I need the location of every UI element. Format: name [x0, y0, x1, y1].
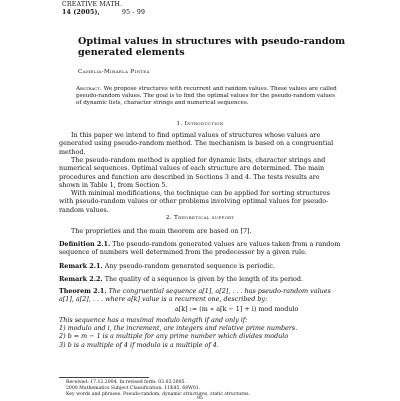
definition-label: Definition 2.1. [59, 240, 111, 248]
theorem-label: Theorem 2.1. [59, 287, 107, 295]
theorem-condition-1: 1) modulo and i, the increment, are integers and relative prime numbers. [59, 324, 298, 333]
journal-header [62, 1, 145, 16]
journal-name: CREATIVE MATH. [62, 1, 123, 8]
section-heading-theoretical-support: 2. Theoretical support [165, 215, 235, 221]
remark-1-label: Remark 2.1. [59, 262, 103, 270]
theorem-condition-intro: This sequence has a maximal modulo length if and only if: [59, 316, 248, 324]
theorem-2-1 [59, 287, 342, 304]
theorem-conditions [59, 316, 342, 349]
journal-volume-year: 14 (2005), [62, 8, 100, 16]
footnote-keywords: Key words and phrases. Pseudo-random, dynamic structures, static structures. [66, 392, 250, 397]
intro-paragraph-3: With minimal modifications, the technique can be applied for sorting structures with pseudo-random values or other problems involving optimal values for pseudo-random values. [59, 189, 330, 214]
remark-2-2 [59, 275, 342, 283]
remark-2-1 [59, 262, 342, 270]
footnote-divider [59, 377, 149, 378]
theorem-condition-2: 2) b = m − 1 is a multiple for any prime number which divides modulo [59, 332, 289, 341]
abstract-text: We propose structures with recurrent and random values. These values are called pseudo-random values. The goal is to find the optimal values for the pseudo-random values of dynamic lists, character strings and numerical sequences. [76, 86, 337, 106]
remark-1-text: Any pseudo-random generated sequence is periodic. [104, 262, 276, 270]
remark-2-label: Remark 2.2. [59, 275, 103, 283]
recurrence-formula: a[k] := (m ∗ a[k − 1] + i) mod modulo [175, 305, 299, 313]
definition-2-1 [59, 240, 342, 257]
intro-paragraph-2: The pseudo-random method is applied for dynamic lists, character strings and numerical sequences. Optimal values of each structure are determined. The main procedures and function are described in Sections 3 and 4. The tests results are shown in Table 1, from Section 5. [59, 156, 326, 190]
support-intro: The proprieties and the main theorem are based on [7]. [71, 227, 252, 235]
paper-title: Optimal values in structures with pseudo-random generated elements [78, 36, 346, 58]
theorem-condition-3: 3) b is a multiple of 4 if modulo is a multiple of 4. [59, 340, 219, 349]
footnote-classification: 2000 Mathematics Subject Classification. 11K45, 68W01. [66, 386, 201, 391]
journal-volume-line [62, 9, 145, 17]
page-number: 95 [197, 396, 203, 401]
theorem-text: The congruential sequence a[1], a[2], . . . has pseudo-random values a[1], a[2], . . . where a[k] value is a recurrent one, described by: [59, 287, 331, 304]
definition-text: The pseudo-random generated values are values taken from a random sequence of numbers well determined from the predecessor by a given rule. [59, 240, 341, 257]
remark-2-text: The quality of a sequence is given by the length of its period. [104, 275, 303, 283]
author-name: Camelia-Mihaela Pintea [78, 69, 150, 75]
footnotes [66, 380, 346, 398]
intro-paragraph-1: In this paper we intend to find optimal values of structures whose values are generated using pseudo-random method. The mechanism is based on a congruential method. [59, 131, 334, 156]
abstract [76, 86, 338, 107]
journal-pages: 95 - 99 [122, 8, 146, 16]
footnote-received: Received: 17.12.2004. In revised form: 03.03.2005. [66, 380, 186, 385]
abstract-label: Abstract. [76, 86, 102, 92]
section-heading-introduction: 1. Introduction [176, 121, 224, 127]
